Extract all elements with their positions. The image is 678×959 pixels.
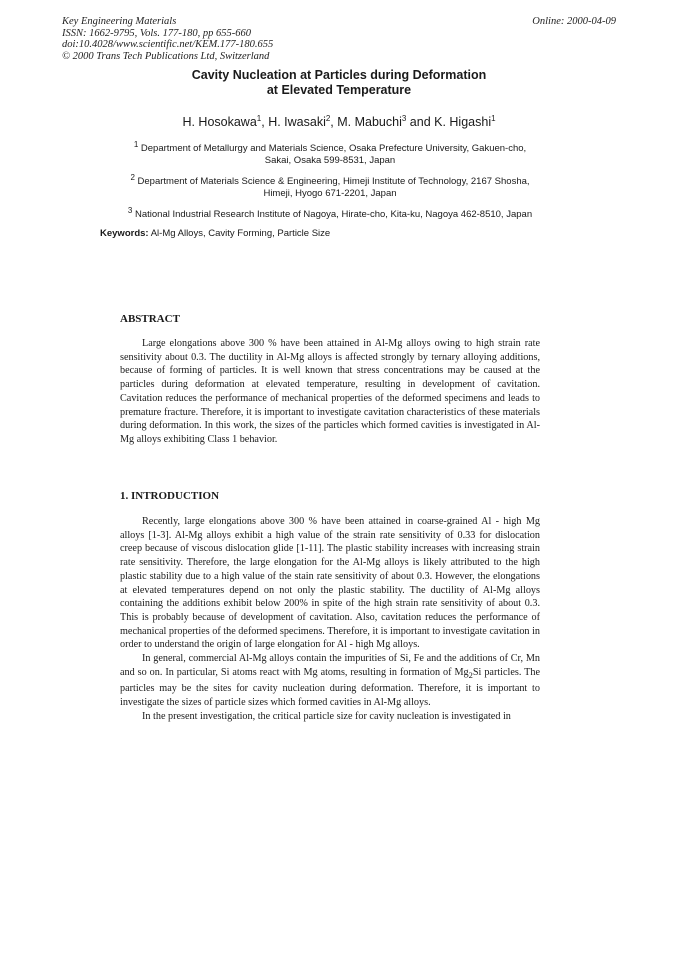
title-line-2: at Elevated Temperature [266,83,412,97]
introduction-body [120,515,540,724]
author-list: H. Hosokawa$^1$, H. Iwasaki$^2$, M. Mabuchi$^3$ and K. Higashi$^1$ [182,114,496,130]
affiliation-num: 1 [133,140,139,149]
intro-p2-part-a: In general, commercial Al-Mg alloys contain the impurities of Si, Fe and the additions of Cr, Mn and so on. In particular, Si atoms react with Mg atoms, resulting in formation of Mg [120,653,540,678]
keywords [100,228,330,239]
journal-name: Key Engineering Materials [62,16,177,27]
author-name: M. Mabuchi [337,115,402,130]
affiliation-line: Sakai, Osaka 599-8531, Japan [264,155,396,167]
affiliation-line: Himeji, Hyogo 671-2201, Japan [263,188,397,200]
doi-line: doi:10.4028/www.scientific.net/KEM.177-180.655 [62,39,274,50]
author-sup: 2 [325,114,331,123]
affiliation-line: National Industrial Research Institute of Nagoya, Hirate-cho, Kita-ku, Nagoya 462-8510, Japan [134,209,533,221]
journal-header [62,16,273,62]
intro-p2-part-b: Si particles. The particles may be the sites for cavity nucleation during deformation. Therefore, it is important to investigate the sizes of particle sizes which formed cavities in Al-Mg alloys. [120,666,540,709]
abstract-body [120,337,540,447]
author-name: H. Iwasaki [268,115,326,130]
online-date: Online: 2000-04-09 [532,16,616,27]
title-line-1: Cavity Nucleation at Particles during Deformation [191,68,487,82]
abstract-paragraph: Large elongations above 300 % have been attained in Al-Mg alloys owing to high strain rate sensitivity about 0.3. The ductility in Al-Mg alloys is affected strongly by ternary alloying additions, because of forming of particles. It is well known that stress concentrations may be caused at the particles during deformation at elevated temperature, resulting in development of cavitation. Cavitation reduces the performance of mechanical properties of the deformed specimens and leads to premature fracture. Therefore, it is important to investigate cavitation characteristics of these materials during deformation. In this work, the sizes of the particles which formed cavities is investigated in Al-Mg alloys exhibiting Class 1 behavior. [120,338,540,445]
intro-paragraph-2 [120,652,540,710]
author-name: H. Hosokawa [182,115,257,130]
issn-line: ISSN: 1662-9795, Vols. 177-180, pp 655-660 [62,27,251,39]
paper-title [0,68,678,98]
copyright-line: © 2000 Trans Tech Publications Ltd, Switzerland [62,50,270,62]
affiliation-2 [100,172,560,200]
affiliation-3 [100,205,560,221]
introduction-heading: 1. INTRODUCTION [120,490,220,502]
keywords-value: Al-Mg Alloys, Cavity Forming, Particle Size [150,228,331,239]
affiliation-1 [100,139,560,167]
affiliations [100,139,560,226]
affiliation-num: 2 [130,173,135,183]
author-sup: 1 [491,114,496,123]
intro-p2-subscript: 2 [468,669,473,680]
author-name: K. Higashi [434,115,492,130]
keywords-label: Keywords: [100,228,149,239]
intro-paragraph-3: In the present investigation, the critical particle size for cavity nucleation is investigated in [142,710,511,722]
author-sup: 1 [256,114,262,123]
affiliation-line: Department of Materials Science & Engineering, Himeji Institute of Technology, 2167 Shosha, [137,176,530,188]
affiliation-num: 3 [127,206,133,216]
author-sup: 3 [401,114,407,123]
abstract-heading: ABSTRACT [120,313,180,325]
affiliation-line: Department of Metallurgy and Materials Science, Osaka Prefecture University, Gakuen-cho, [140,143,527,155]
intro-paragraph-1: Recently, large elongations above 300 % have been attained in coarse-grained Al - high Mg alloys [1-3]. Al-Mg alloys exhibit a high value of the strain rate sensitivity of 0.33 for dislocation creep because of viscous dislocation glide [1-11]. The plastic stability increases with increasing strain rate sensitivity. Therefore, the large elongation for the Al-Mg alloys is likely attributed to the high plastic stability due to a high value of the stain rate sensitivity of about 0.3. However, the elongations at elevated temperatures depend on not only the plastic stability. The ductility of Al-Mg alloys containing the additions exhibit below 200% in spite of the high strain rate sensitivity of about 0.3. This is probably because of development of cavitation. Also, cavitation reduces the performance of mechanical properties of the deformed specimens. Therefore, it is important to investigate cavitation in order to understand the origin of large elongation for Al - high Mg alloys. [120,516,540,651]
